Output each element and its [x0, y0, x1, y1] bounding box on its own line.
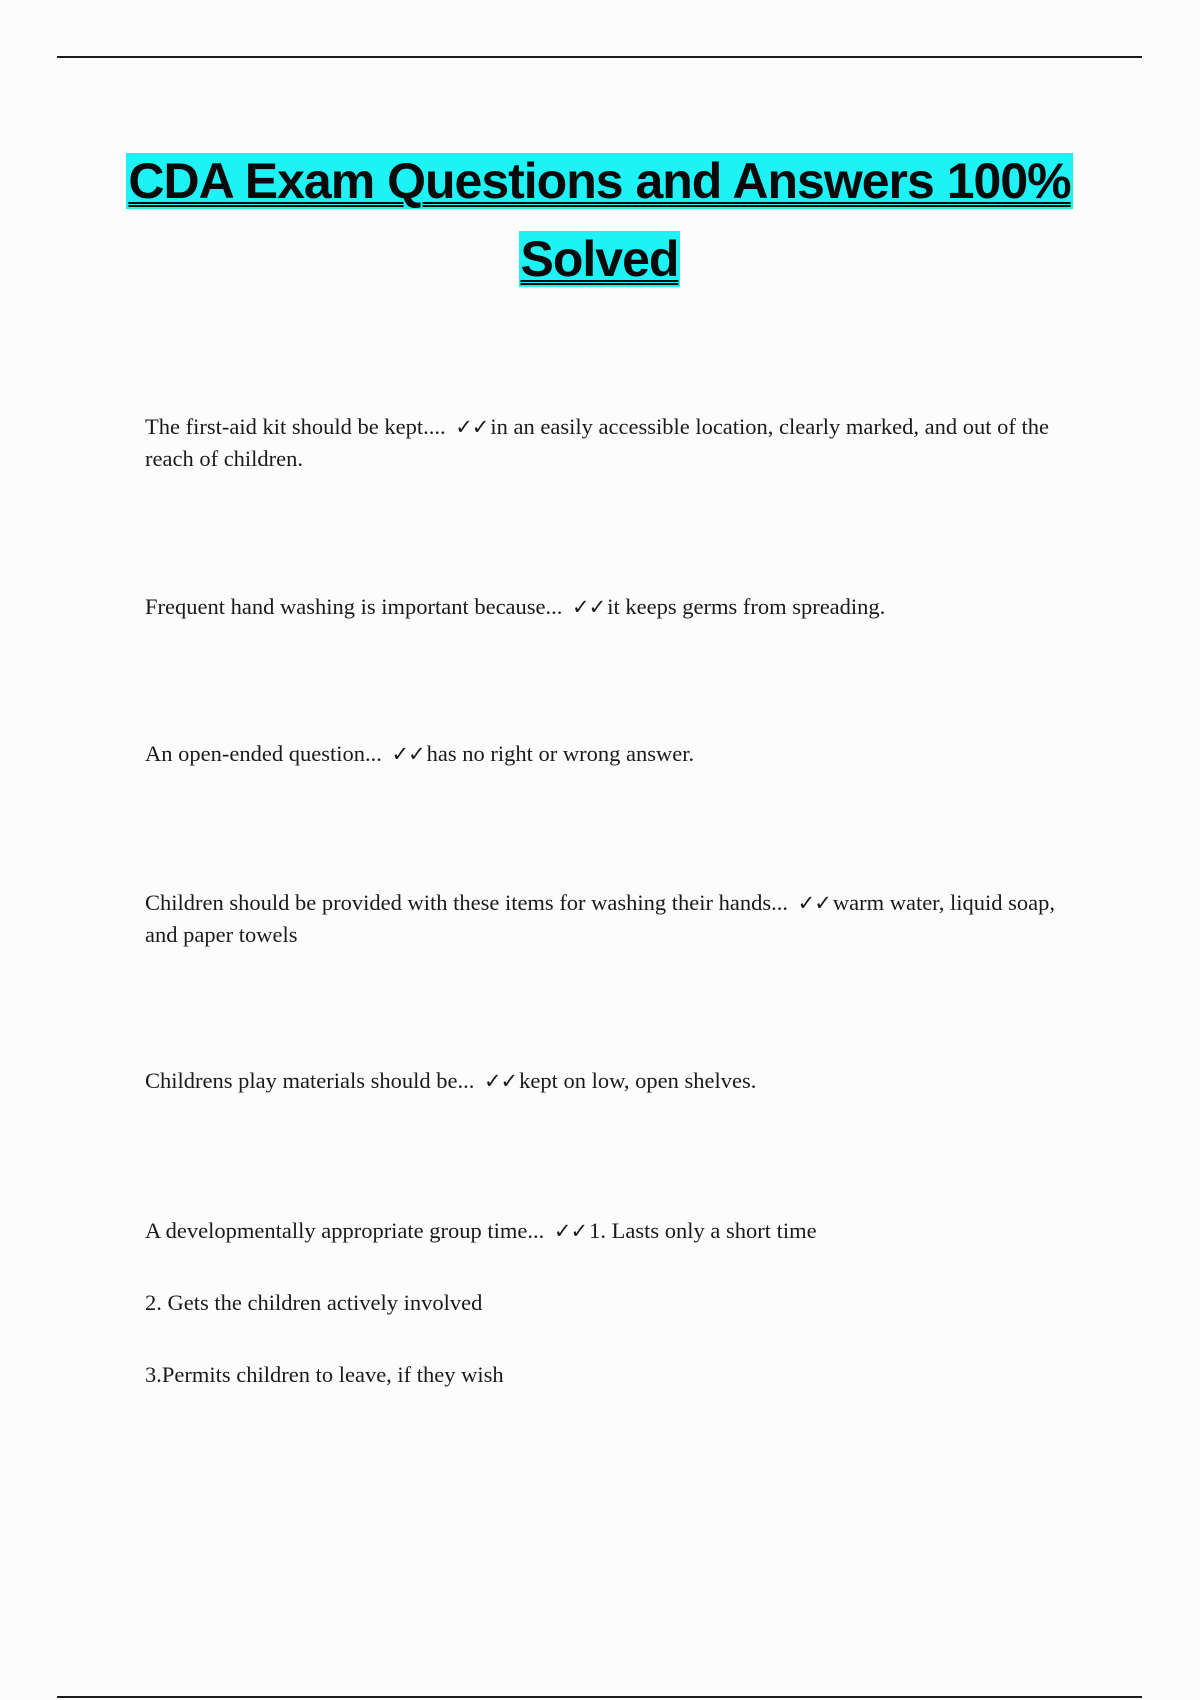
question-text: The first-aid kit should be kept....	[145, 414, 446, 439]
check-mark-icon: ✓✓	[483, 1069, 518, 1093]
bottom-rule	[57, 1696, 1142, 1698]
qa-item-hand-washing-items	[145, 887, 1080, 950]
answer-text: it keeps germs from spreading.	[607, 594, 886, 619]
answer-text: has no right or wrong answer.	[426, 741, 695, 766]
answer-text: 1. Lasts only a short time	[589, 1218, 817, 1243]
qa-item-group-time	[145, 1215, 1080, 1247]
question-text: An open-ended question...	[145, 741, 382, 766]
group-time-answer-line-2: 2. Gets the children actively involved	[145, 1290, 483, 1315]
answer-text: kept on low, open shelves.	[519, 1068, 757, 1093]
question-text: Frequent hand washing is important because...	[145, 594, 563, 619]
check-mark-icon: ✓✓	[797, 891, 831, 915]
check-mark-icon: ✓✓	[391, 742, 425, 766]
qa-item-play-materials	[145, 1065, 1080, 1097]
answer-text: in an easily accessible location, clearly marked, and out of the reach of children.	[145, 414, 1049, 471]
title-line-2: Solved	[520, 231, 679, 287]
top-rule	[57, 56, 1142, 58]
qa-item-hand-washing	[145, 591, 1080, 623]
question-text: A developmentally appropriate group time...	[145, 1218, 545, 1243]
question-text: Children should be provided with these items for washing their hands...	[145, 890, 789, 915]
check-mark-icon: ✓✓	[455, 415, 489, 439]
check-mark-icon: ✓✓	[553, 1219, 588, 1243]
answer-text: warm water, liquid soap, and paper towels	[145, 890, 1056, 947]
qa-item-first-aid-kit	[145, 411, 1080, 474]
question-text: Childrens play materials should be...	[145, 1068, 475, 1093]
title-line-1: CDA Exam Questions and Answers 100%	[128, 153, 1071, 209]
group-time-answer-line-3: 3.Permits children to leave, if they wish	[145, 1362, 504, 1387]
document-title	[57, 142, 1142, 298]
check-mark-icon: ✓✓	[572, 595, 606, 619]
qa-item-open-ended-question	[145, 738, 1080, 770]
